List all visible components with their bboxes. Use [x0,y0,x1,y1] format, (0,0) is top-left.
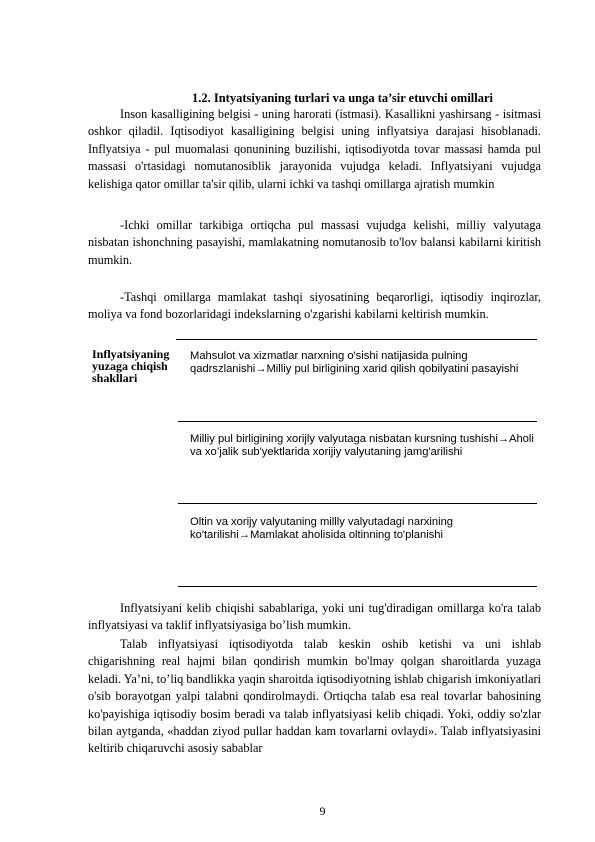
diagram-item-3: Oltin va xorijy valyutaning millly valyutadagi narxining ko'tarilishi→Mamlakat aholisida oltinning to'planishi [190,516,454,542]
diagram-item-1: Mahsulot va xizmatlar narxning o'sishi natijasida pulning qadrszlanishi→Milliy pul birligining xarid qilish qobilyatini pasayishi [190,350,519,376]
diagram-side-label: Inflyatsiyaning yuzaga chiqish shakllari [92,347,170,385]
diagram-divider-1 [178,421,537,422]
paragraph-intro: Inson kasalligining belgisi - uning harorati (istmasi). Kasallikni yashirsang - isitmasi oshkor qiladil. Iqtisodiyot kasalligining belgisi uning inflyatsiya darajasi hisoblanadi. Inflyatsiya - pul muomalasi qonunining buzilishi, iqtisodiyotda tovar massasi hamda pul massasi o'rtasidagi nomutanosiblik jarayonida vujudga keladi. Inflyatsiyani vujudga kelishiga qator omillar ta'sir qilib, ularni ichki va tashqi omillarga ajratish mumkin [88,107,541,191]
paragraph-demand-inflation: Talab inflyatsiyasi iqtisodiyotda talab keskin oshib ketishi va uni ishlab chigarishning real hajmi bilan qondirish mumkin bo'lmay qolgan sharoitlarda yuzaga keladi. Ya’ni, to’liq bandlikka yaqin sharoitda iqtisodiyotning ishlab chigarish imkoniyatlari o'sib borayotgan yalpi talabni qondirolmaydi. Ortiqcha talab esa real tovarlar bahosining ko'payishiga iqtisodiy bosim beradi va talab inflyatsiyasi kelib chiqadi. Yoki, oddiy so'zlar bilan aytganda, «haddan ziyod pullar haddan kam tovarlarni ovlaydi». Talab inflyatsiyasini keltirib chiqaruvchi asosiy sabablar [88,637,541,756]
paragraph-external-factors: -Tashqi omillarga mamlakat tashqi siyosatining beqarorligi, iqtisodiy inqirozlar, moliya va fond bozorlaridagi indekslarning o'zgarishi kabilarni keltirish mumkin. [88,290,541,322]
paragraph-internal-factors: -Ichki omillar tarkibiga ortiqcha pul massasi vujudga kelishi, milliy valyutaga nisbatan ishonchning pasayishi, mamlakatning nomutanosib to'lov balansi kabilarni kiritish mumkin. [88,218,541,267]
section-heading: 1.2. Intyatsiyaning turlari va unga ta’sir etuvchi omillari [191,91,494,105]
diagram-divider-2 [178,503,537,504]
diagram-item-2: Milliy pul birligining xorijly valyutaga nisbatan kursning tushishi→Aholi va xo’jalik sub'yektlarida xorijiy valyutaning jamg'arilishi [190,433,534,459]
page-number: 9 [319,804,326,818]
diagram-top-line [176,339,537,340]
diagram-bottom-line [178,586,537,587]
paragraph-inflation-types: Inflyatsiyani kelib chiqishi sabablariga, yoki uni tug'diradigan omillarga ko'ra talab inflyatsiyasi va taklif inflyatsiyasiga bo’lish mumkin. [88,601,541,633]
